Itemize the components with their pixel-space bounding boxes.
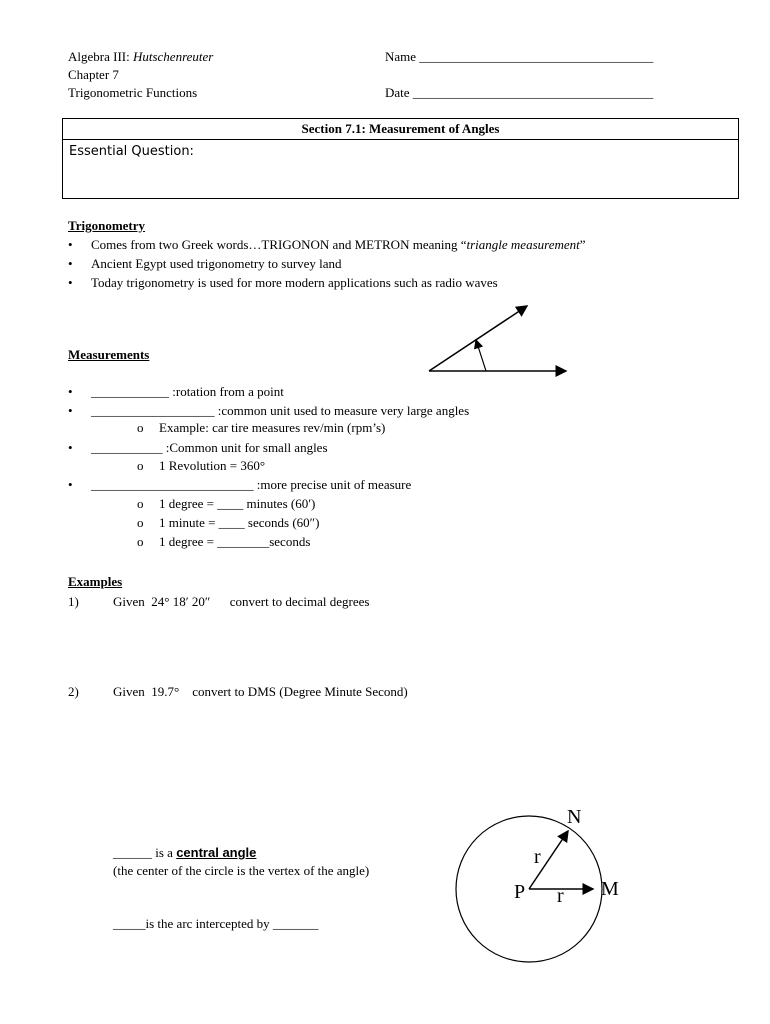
trig-item-1-italic: triangle measurement [466,237,580,252]
point-n-label: N [567,806,582,828]
central-angle-definition: (the center of the circle is the vertex of the angle) [113,863,370,878]
meas-item-4-sub-3: 1 degree = ________seconds [159,534,311,549]
radius-label-1: r [534,846,541,868]
radius-label-2: r [557,885,564,907]
arc-intercepted-line: _____is the arc intercepted by _______ [113,916,319,931]
course-prefix: Algebra III: [68,49,133,64]
topic-label: Trigonometric Functions [68,85,198,100]
meas-item-3-text: :Common unit for small angles [162,440,328,455]
sub-bullet-icon: o [137,515,144,530]
meas-item-2-sub: Example: car tire measures rev/min (rpm’s) [159,420,386,435]
meas-item-1-text: :rotation from a point [169,384,284,399]
essential-question: Essential Question: [69,144,194,159]
sub-bullet-icon: o [137,420,144,435]
examples-heading: Examples [68,574,123,589]
blank: _________________________ [91,477,254,492]
trig-item-3: Today trigonometry is used for more modern applications such as radio waves [91,275,498,290]
section-box [62,118,739,199]
meas-item-3-sub: 1 Revolution = 360° [159,458,266,473]
date-field: Date _____________________________________ [385,85,654,100]
sub-bullet-icon: o [137,458,144,473]
angle-diagram [420,298,580,382]
measurements-heading: Measurements [68,347,150,362]
example-2-number: 2) [68,684,79,699]
bullet-icon: • [68,384,73,399]
trig-item-1-text: Comes from two Greek words…TRIGONON and METRON meaning “ [91,237,467,252]
trig-item-1 [91,237,586,253]
meas-item-1 [91,384,284,400]
meas-item-2 [91,403,469,419]
bullet-icon: • [68,440,73,455]
trig-item-2: Ancient Egypt used trigonometry to survey land [91,256,342,271]
central-angle-blank: ______ is a [113,845,177,860]
name-field: Name ____________________________________ [385,49,654,64]
central-angle-term: central angle [176,845,257,860]
bullet-icon: • [68,256,73,271]
rotation-arrow [476,340,486,371]
point-m-label: M [601,878,619,900]
blank: ___________________ [91,403,215,418]
teacher-name: Hutschenreuter [132,49,214,64]
example-2: Given 19.7° convert to DMS (Degree Minute Second) [113,684,408,699]
trig-item-1-end: ” [579,237,586,252]
meas-item-4-sub-2: 1 minute = ____ seconds (60″) [159,515,320,530]
terminal-side [429,306,527,371]
point-p-label: P [514,881,526,903]
meas-item-2-text: :common unit used to measure very large angles [214,403,470,418]
bullet-icon: • [68,237,73,252]
meas-item-3 [91,440,328,456]
bullet-icon: • [68,403,73,418]
sub-bullet-icon: o [137,496,144,511]
bullet-icon: • [68,477,73,492]
course-title [68,49,213,65]
blank: ___________ [91,440,163,455]
chapter-label: Chapter 7 [68,67,119,82]
bullet-icon: • [68,275,73,290]
blank: ____________ [91,384,169,399]
section-title: Section 7.1: Measurement of Angles [63,119,738,140]
meas-item-4-sub-1: 1 degree = ____ minutes (60′) [159,496,316,511]
example-1: Given 24° 18′ 20″ convert to decimal degrees [113,594,370,609]
meas-item-4-text: :more precise unit of measure [253,477,412,492]
meas-item-4 [91,477,411,493]
trig-heading: Trigonometry [68,218,146,233]
central-angle-line [113,845,256,861]
sub-bullet-icon: o [137,534,144,549]
example-1-number: 1) [68,594,79,609]
